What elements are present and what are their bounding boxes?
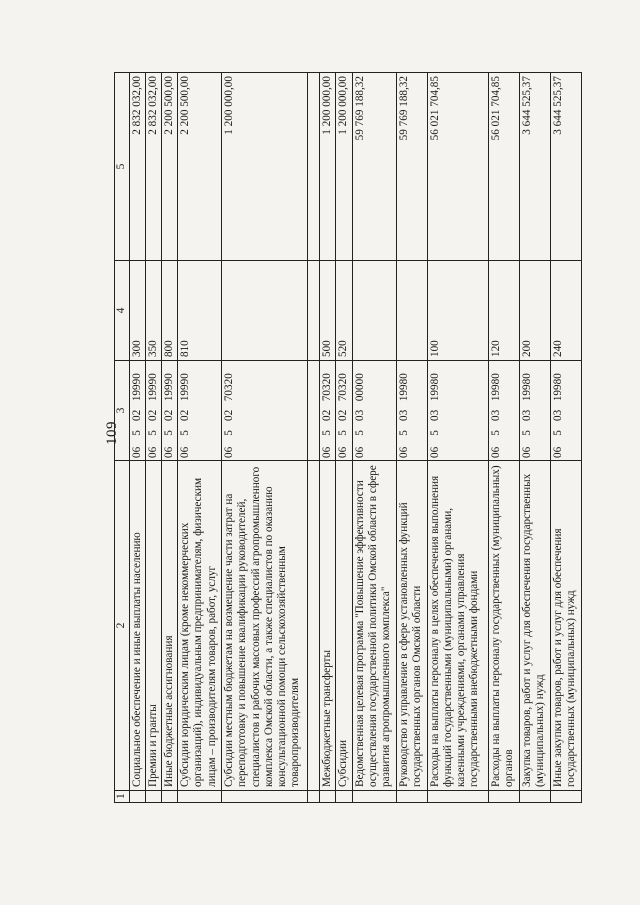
row-vr-cell: 500 [320, 261, 336, 361]
code-part: 03 [397, 409, 410, 421]
code-part: 19980 [551, 373, 564, 402]
row-number-cell [396, 791, 427, 803]
row-code-cell [162, 361, 178, 461]
row-code-cell [519, 361, 550, 461]
row-code-cell [396, 361, 427, 461]
code-part: 19980 [520, 373, 533, 402]
table-row [427, 73, 488, 803]
row-amount-cell: 2 200 500,00 [178, 73, 222, 261]
code-part: 5 [353, 430, 366, 436]
code-part: 5 [551, 430, 564, 436]
code-part: 70320 [321, 373, 334, 402]
header-cell: 1 [115, 791, 130, 803]
row-code-cell [320, 361, 336, 461]
row-amount-cell: 3 644 525,37 [519, 73, 550, 261]
header-cell: 5 [115, 73, 130, 261]
row-code-cell [178, 361, 222, 461]
code-part: 03 [520, 409, 533, 421]
row-number-cell [162, 791, 178, 803]
code-part: 06 [551, 446, 564, 458]
row-code-cell [488, 361, 519, 461]
code-part: 5 [146, 430, 159, 436]
code-part: 06 [223, 446, 236, 458]
row-name-cell: Субсидии [336, 461, 352, 791]
row-vr-cell: 100 [427, 261, 488, 361]
code-part: 5 [179, 430, 192, 436]
table-row [396, 73, 427, 803]
code-part: 06 [353, 446, 366, 458]
row-code-cell [336, 361, 352, 461]
code-part: 06 [130, 446, 143, 458]
row-name-cell: Ведомственная целевая программа "Повышение эффективности осуществления государственной политики Омской области в сфере развития агропромышленного комплекса" [352, 461, 396, 791]
row-code-cell [427, 361, 488, 461]
row-number-cell [488, 791, 519, 803]
code-part: 02 [179, 409, 192, 421]
row-number-cell [320, 791, 336, 803]
code-part: 06 [489, 446, 502, 458]
code-part: 70320 [223, 373, 236, 402]
code-part: 03 [551, 409, 564, 421]
code-part: 5 [130, 430, 143, 436]
table-row [178, 73, 222, 803]
row-amount-cell [308, 73, 320, 261]
budget-table-body [115, 73, 582, 803]
code-part: 06 [179, 446, 192, 458]
code-part: 02 [130, 409, 143, 421]
row-name-cell: Иные бюджетные ассигнования [162, 461, 178, 791]
row-vr-cell [396, 261, 427, 361]
code-part: 19990 [179, 373, 192, 402]
code-part: 19990 [130, 373, 143, 402]
row-amount-cell: 3 644 525,37 [550, 73, 581, 261]
code-part: 19980 [489, 373, 502, 402]
code-part: 5 [163, 430, 175, 436]
table-row [222, 73, 308, 803]
header-row [115, 73, 130, 803]
row-name-cell: Руководство и управление в сфере установленных функций государственных органов Омской области [396, 461, 427, 791]
row-number-cell [427, 791, 488, 803]
code-part: 06 [337, 446, 350, 458]
row-amount-cell: 1 200 000,00 [336, 73, 352, 261]
row-number-cell [550, 791, 581, 803]
row-number-cell [519, 791, 550, 803]
code-part [308, 361, 310, 403]
row-name-cell: Межбюджетные трансферты [320, 461, 336, 791]
row-amount-cell: 2 832 032,00 [145, 73, 161, 261]
code-part: 19980 [397, 373, 410, 402]
row-amount-cell: 1 200 000,00 [320, 73, 336, 261]
row-code-cell [352, 361, 396, 461]
table-row [320, 73, 336, 803]
row-amount-cell: 59 769 188,32 [396, 73, 427, 261]
code-part: 19990 [146, 373, 159, 402]
row-amount-cell: 59 769 188,32 [352, 73, 396, 261]
code-part: 5 [520, 430, 533, 436]
row-vr-cell: 800 [162, 261, 178, 361]
row-vr-cell: 520 [336, 261, 352, 361]
row-vr-cell: 350 [145, 261, 161, 361]
code-part: 03 [353, 409, 366, 421]
code-part: 06 [397, 446, 410, 458]
code-part: 02 [321, 409, 334, 421]
row-vr-cell [352, 261, 396, 361]
code-part [308, 423, 310, 438]
code-part: 5 [489, 430, 502, 436]
page-number: 109 [104, 421, 120, 445]
row-code-cell [550, 361, 581, 461]
row-code-cell [222, 361, 308, 461]
budget-table [114, 72, 582, 803]
row-number-cell [129, 791, 145, 803]
row-amount-cell: 56 021 704,85 [427, 73, 488, 261]
header-cell: 2 [115, 461, 130, 791]
row-code-cell [129, 361, 145, 461]
row-name-cell: Субсидии местным бюджетам на возмещение части затрат на переподготовку и повышение квалификации руководителей, специалистов и рабочих массовых профессий агропромышленного комплекса Омской области, а также специалистов по оказанию консультационной помощи сельскохозяйственным товаропроизводителям [222, 461, 308, 791]
code-part: 06 [163, 446, 175, 458]
row-amount-cell: 2 200 500,00 [162, 73, 178, 261]
header-cell: 3 [115, 361, 130, 461]
table-row [352, 73, 396, 803]
code-part: 06 [520, 446, 533, 458]
row-vr-cell: 120 [488, 261, 519, 361]
code-part: 5 [337, 430, 350, 436]
row-name-cell: Закупка товаров, работ и услуг для обеспечения государственных (муниципальных) нужд [519, 461, 550, 791]
table-row [145, 73, 161, 803]
header-cell: 4 [115, 261, 130, 361]
row-vr-cell: 200 [519, 261, 550, 361]
row-number-cell [145, 791, 161, 803]
code-part: 06 [146, 446, 159, 458]
code-part: 5 [397, 430, 410, 436]
row-name-cell: Расходы на выплаты персоналу государственных (муниципальных) органов [488, 461, 519, 791]
row-vr-cell: 300 [129, 261, 145, 361]
code-part [308, 438, 310, 460]
code-part: 06 [321, 446, 334, 458]
code-part: 5 [223, 430, 236, 436]
row-vr-cell: 810 [178, 261, 222, 361]
row-amount-cell: 56 021 704,85 [488, 73, 519, 261]
table-row [129, 73, 145, 803]
row-vr-cell: 240 [550, 261, 581, 361]
row-vr-cell [308, 261, 320, 361]
code-part: 19990 [163, 373, 175, 402]
row-number-cell [336, 791, 352, 803]
row-name-cell [308, 461, 320, 791]
table-row [519, 73, 550, 803]
row-amount-cell: 2 832 032,00 [129, 73, 145, 261]
row-number-cell [308, 791, 320, 803]
table-row [162, 73, 178, 803]
code-part: 03 [489, 409, 502, 421]
row-code-cell [308, 361, 320, 461]
row-name-cell: Социальное обеспечение и иные выплаты населению [129, 461, 145, 791]
code-part: 00000 [353, 373, 366, 402]
row-number-cell [178, 791, 222, 803]
code-part: 5 [428, 430, 441, 436]
code-part [308, 403, 310, 423]
code-part: 70320 [337, 373, 350, 402]
row-amount-cell: 1 200 000,00 [222, 73, 308, 261]
table-row [488, 73, 519, 803]
code-part: 03 [428, 409, 441, 421]
table-row [336, 73, 352, 803]
row-vr-cell [222, 261, 308, 361]
row-code-cell [145, 361, 161, 461]
code-part: 02 [223, 409, 236, 421]
code-part: 02 [146, 409, 159, 421]
row-number-cell [222, 791, 308, 803]
code-part: 19980 [428, 373, 441, 402]
table-row [550, 73, 581, 803]
code-part: 5 [321, 430, 334, 436]
row-name-cell: Расходы на выплаты персоналу в целях обеспечения выполнения функций государственными (муниципальными) органами, казенными учреждениями, органами управления государственными внебюджетными фондами [427, 461, 488, 791]
code-part: 06 [428, 446, 441, 458]
row-name-cell: Премии и гранты [145, 461, 161, 791]
code-part: 02 [163, 409, 175, 421]
row-name-cell: Иные закупки товаров, работ и услуг для обеспечения государственных (муниципальных) нужд [550, 461, 581, 791]
row-name-cell: Субсидии юридическим лицам (кроме некоммерческих организаций), индивидуальным предпринимателям, физическим лицам – производителям товаров, работ, услуг [178, 461, 222, 791]
code-part: 02 [337, 409, 350, 421]
row-number-cell [352, 791, 396, 803]
table-row [308, 73, 320, 803]
